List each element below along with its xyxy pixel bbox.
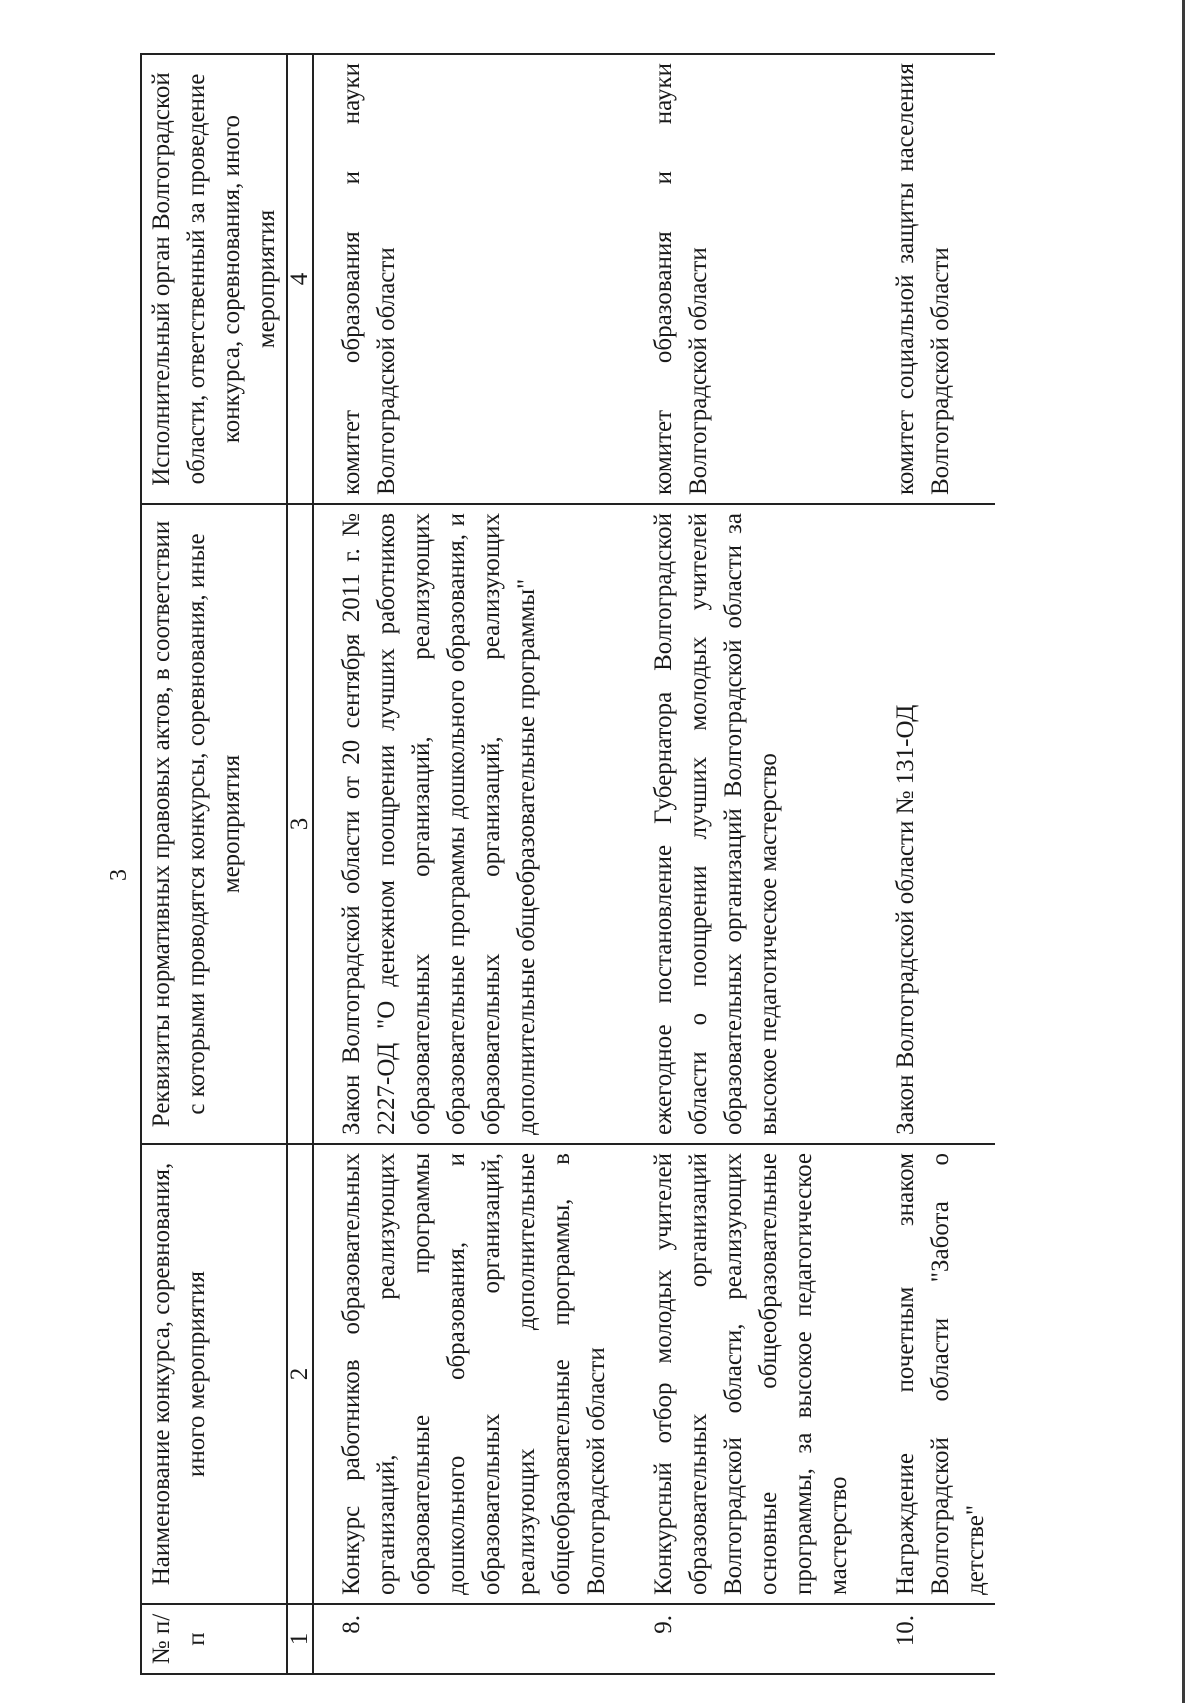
column-number: 4: [287, 54, 313, 504]
table-rotated-wrapper: [140, 55, 1120, 1675]
row-event-name: Конкурсный отбор молодых учителей образовательных организаций Волгоградской области, реализующих основные общеобразовательные программы, за высокое педагогическое мастерство: [644, 1144, 858, 1604]
row-event-name: Конкурс работников образовательных организаций, реализующих образовательные программы дошкольного образования, и образовательных организаций, реализующих дополнительные общеобразовательные программы, в Волгоградской области: [313, 1144, 616, 1604]
row-legal-act: ежегодное постановление Губернатора Волгоградской области о поощрении лучших молодых учителей образовательных организаций Волгоградской области за высокое педагогическое мастерство: [644, 504, 858, 1144]
events-table: [140, 53, 995, 1675]
row-legal-act: Закон Волгоградской области от 20 сентября 2011 г. № 2227-ОД "О денежном поощрении лучших работников образовательных организаций, реализующих образовательные программы дошкольного образования, и образовательных организаций, реализующих дополнительные общеобразовательные программы": [313, 504, 616, 1144]
row-event-name: Награждение почетным знаком Волгоградской области "Забота о детстве": [886, 1144, 995, 1604]
row-number: 9.: [644, 1604, 858, 1674]
row-number: 8.: [313, 1604, 616, 1674]
column-number: 3: [287, 504, 313, 1144]
row-responsible-organ: комитет социальной защиты населения Волгоградской области: [886, 54, 995, 504]
table-row: [886, 54, 995, 1674]
row-spacer: [858, 54, 886, 1674]
header-responsible-organ: Исполнительный орган Волгоградской области, ответственный за проведение конкурса, соревнования, иного мероприятия: [141, 54, 287, 504]
column-number: 2: [287, 1144, 313, 1604]
column-number: 1: [287, 1604, 313, 1674]
page-number: 3: [106, 869, 132, 881]
row-responsible-organ: комитет образования и науки Волгоградской области: [313, 54, 616, 504]
row-responsible-organ: комитет образования и науки Волгоградской области: [644, 54, 858, 504]
table-row: [313, 54, 616, 1674]
scan-edge: [1182, 0, 1185, 1703]
header-number: № п/п: [141, 1604, 287, 1674]
row-spacer: [616, 54, 644, 1674]
column-number-row: [287, 54, 313, 1674]
header-event-name: Наименование конкурса, соревнования, иного мероприятия: [141, 1144, 287, 1604]
row-number: 10.: [886, 1604, 995, 1674]
row-legal-act: Закон Волгоградской области № 131-ОД: [886, 504, 995, 1144]
header-legal-acts: Реквизиты нормативных правовых актов, в соответствии с которыми проводятся конкурсы, соревнования, иные мероприятия: [141, 504, 287, 1144]
table-row: [644, 54, 858, 1674]
header-row: [141, 54, 287, 1674]
